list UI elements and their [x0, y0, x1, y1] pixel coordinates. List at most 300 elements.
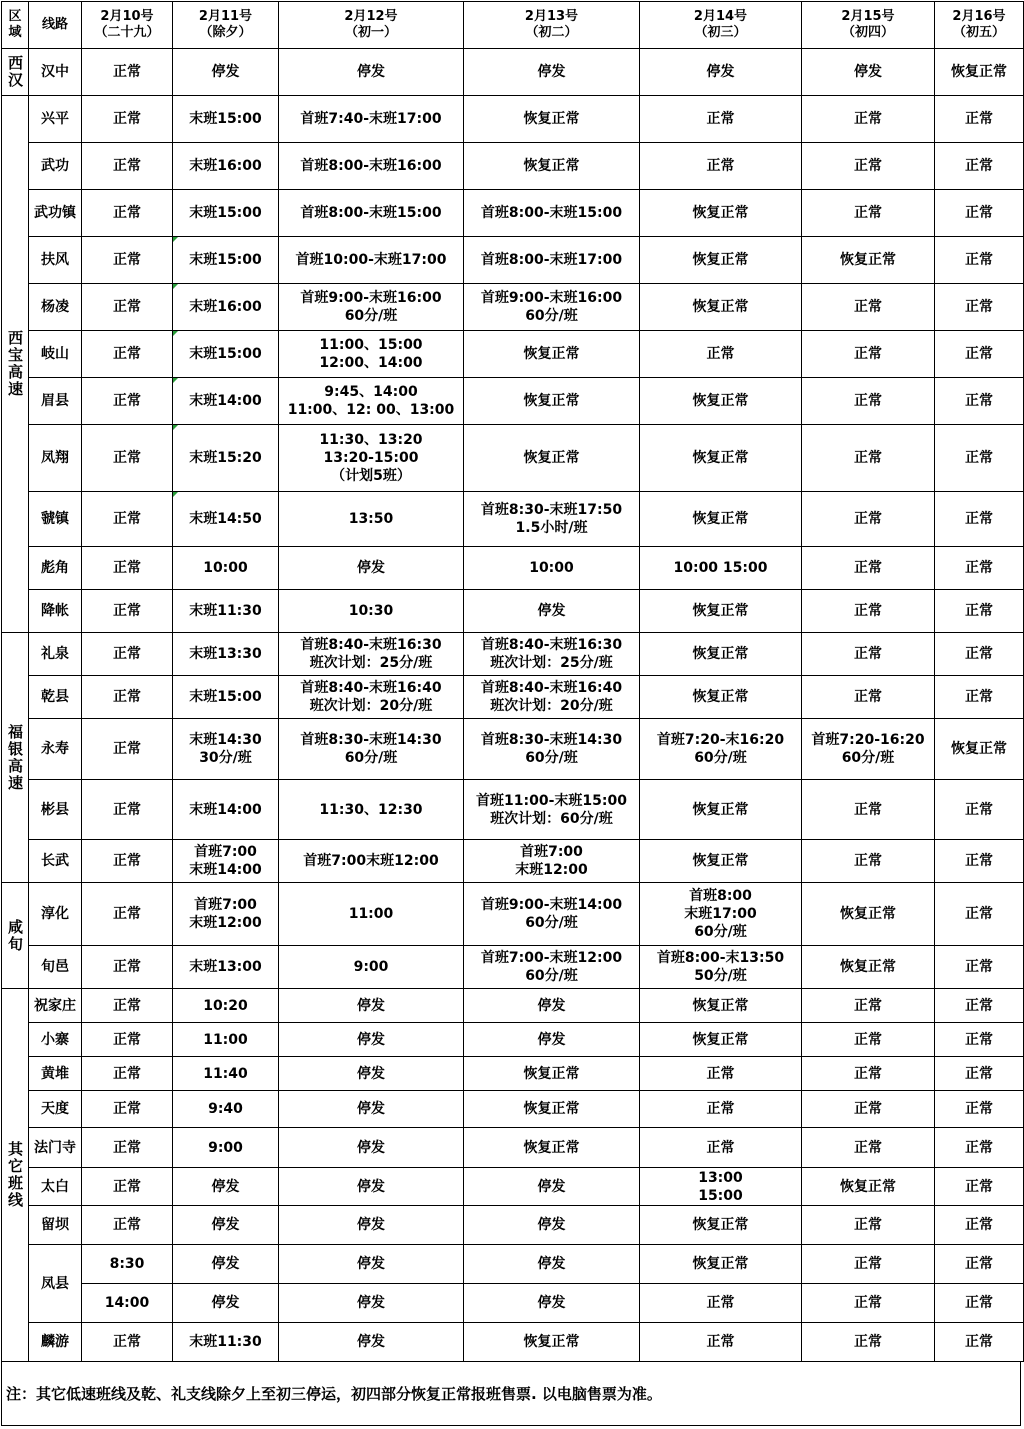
schedule-cell: [82, 719, 173, 780]
route-name: 法门寺: [34, 1139, 76, 1156]
schedule-cell: [173, 378, 279, 425]
schedule-value: 恢复正常: [692, 689, 749, 705]
header-cell: [82, 2, 173, 49]
schedule-value: 首班9:00-末班16:00 60分/班: [300, 290, 442, 324]
schedule-cell: [640, 1323, 802, 1362]
schedule-cell: [173, 946, 279, 989]
schedule-cell: [464, 946, 640, 989]
schedule-value: 停发: [211, 1217, 240, 1233]
schedule-value: 停发: [357, 1101, 385, 1117]
schedule-cell: [173, 492, 279, 547]
schedule-cell: [935, 331, 1024, 378]
schedule-cell: [82, 96, 173, 143]
schedule-value: 正常: [113, 111, 141, 127]
schedule-value: 末班15:20: [189, 450, 262, 466]
schedule-value: 首班9:00-末班16:00 60分/班: [480, 290, 623, 324]
header-line1: 2月12号: [344, 9, 398, 24]
schedule-value: 停发: [357, 1031, 385, 1048]
table-row: [2, 284, 1024, 331]
route-cell: [29, 143, 82, 190]
schedule-value: 停发: [211, 64, 240, 80]
schedule-cell: [640, 1206, 802, 1245]
schedule-value: 停发: [537, 1295, 566, 1311]
schedule-value: 正常: [113, 959, 141, 975]
schedule-value: 恢复正常: [692, 252, 749, 268]
schedule-cell: [464, 96, 640, 143]
schedule-cell: [464, 676, 640, 719]
table-row: [2, 946, 1024, 989]
schedule-value: 停发: [537, 1031, 566, 1048]
route-cell: [29, 1091, 82, 1128]
schedule-cell: [802, 989, 935, 1023]
schedule-cell: [279, 883, 464, 946]
schedule-cell: [173, 237, 279, 284]
route-cell: [29, 547, 82, 590]
header-cell: [279, 2, 464, 49]
route-name: 留坝: [41, 1217, 69, 1233]
route-cell: [29, 676, 82, 719]
schedule-value: 恢复正常: [840, 1178, 896, 1195]
schedule-value: 正常: [854, 560, 882, 576]
schedule-cell: [640, 1284, 802, 1323]
schedule-cell: [82, 1168, 173, 1206]
schedule-cell: [82, 1128, 173, 1168]
schedule-cell: [640, 1091, 802, 1128]
schedule-value: 停发: [537, 1178, 566, 1195]
route-cell: [29, 378, 82, 425]
schedule-value: 正常: [113, 450, 141, 466]
schedule-cell: [640, 590, 802, 633]
schedule-value: 恢复正常: [523, 346, 580, 362]
schedule-cell: [640, 946, 802, 989]
schedule-value: 末班13:30: [189, 646, 262, 662]
schedule-value: 正常: [113, 560, 141, 576]
schedule-cell: [464, 378, 640, 425]
schedule-cell: [279, 378, 464, 425]
schedule-cell: [935, 49, 1024, 96]
header-line2: （初一）: [344, 25, 397, 40]
schedule-value: 正常: [965, 511, 993, 527]
schedule-cell: [935, 946, 1024, 989]
route-name: 麟游: [41, 1334, 69, 1350]
schedule-value: 停发: [357, 560, 385, 576]
schedule-value: 停发: [537, 64, 566, 80]
schedule-value: 正常: [113, 1217, 141, 1233]
schedule-cell: [82, 840, 173, 883]
schedule-value: 正常: [965, 205, 993, 221]
schedule-value: 正常: [965, 1031, 993, 1048]
schedule-cell: [640, 1057, 802, 1091]
schedule-value: 正常: [706, 1334, 735, 1350]
schedule-cell: [464, 1168, 640, 1206]
route-cell: [29, 425, 82, 492]
table-row: [2, 1091, 1024, 1128]
schedule-cell: [82, 590, 173, 633]
route-cell: [29, 1206, 82, 1245]
schedule-cell: [173, 547, 279, 590]
schedule-cell: [802, 284, 935, 331]
schedule-cell: [935, 676, 1024, 719]
region-label: 西汉: [6, 55, 24, 89]
schedule-cell: [279, 633, 464, 676]
route-name: 小寨: [41, 1031, 69, 1048]
schedule-value: 恢复正常: [692, 997, 749, 1014]
schedule-cell: [640, 378, 802, 425]
schedule-value: 首班11:00-末班15:00 班次计划：60分/班: [476, 792, 627, 827]
schedule-value: 首班7:00 末班12:00: [515, 844, 588, 878]
schedule-cell: [802, 378, 935, 425]
schedule-value: 首班8:40-末班16:30 班次计划：25分/班: [480, 637, 623, 671]
table-row: [2, 719, 1024, 780]
schedule-cell: [935, 96, 1024, 143]
route-name: 彬县: [41, 801, 69, 818]
schedule-cell: [802, 237, 935, 284]
schedule-cell: [802, 676, 935, 719]
schedule-value: 正常: [706, 1101, 735, 1117]
schedule-value: 正常: [113, 1031, 141, 1048]
route-name: 永寿: [41, 741, 69, 757]
schedule-value: 正常: [113, 1178, 141, 1195]
schedule-value: 停发: [211, 1256, 240, 1272]
schedule-value: 正常: [854, 1334, 882, 1350]
schedule-cell: [640, 780, 802, 840]
schedule-value: 正常: [706, 111, 735, 127]
schedule-value: 恢复正常: [523, 111, 580, 127]
schedule-cell: [935, 780, 1024, 840]
schedule-cell: [279, 1023, 464, 1057]
table-row: [2, 49, 1024, 96]
schedule-value: 正常: [965, 906, 993, 922]
schedule-cell: [173, 633, 279, 676]
header-line1: 2月10号: [100, 9, 154, 24]
schedule-value: 9:00: [208, 1139, 243, 1156]
schedule-cell: [82, 946, 173, 989]
corner-marker: [173, 492, 178, 497]
route-name: 彪角: [41, 560, 69, 576]
schedule-cell: [935, 284, 1024, 331]
route-cell: [29, 883, 82, 946]
schedule-value: 首班10:00-末班17:00: [295, 252, 447, 268]
schedule-value: 末班15:00: [189, 346, 262, 362]
schedule-value: 正常: [854, 450, 882, 466]
schedule-value: 末班15:00: [189, 205, 262, 221]
schedule-value: 末班13:00: [189, 959, 262, 975]
schedule-cell: [640, 1245, 802, 1284]
schedule-cell: [279, 1091, 464, 1128]
route-cell: [29, 989, 82, 1023]
schedule-cell: [82, 49, 173, 96]
schedule-value: 末班16:00: [189, 158, 262, 174]
schedule-cell: [464, 590, 640, 633]
schedule-value: 正常: [113, 1101, 141, 1117]
corner-marker: [173, 378, 178, 383]
schedule-value: 正常: [965, 603, 993, 619]
schedule-value: 正常: [113, 205, 141, 221]
schedule-value: 停发: [537, 1256, 566, 1272]
route-cell: [29, 492, 82, 547]
schedule-cell: [279, 331, 464, 378]
schedule-value: 恢复正常: [692, 205, 749, 221]
table-row: [2, 590, 1024, 633]
schedule-cell: [82, 780, 173, 840]
schedule-value: 正常: [706, 1295, 735, 1311]
schedule-value: 末班15:00: [189, 252, 262, 268]
schedule-value: 停发: [357, 1295, 385, 1311]
schedule-cell: [173, 883, 279, 946]
header-line1: 2月11号: [198, 9, 253, 24]
schedule-value: 8:30: [109, 1256, 145, 1272]
table-row: [2, 883, 1024, 946]
schedule-value: 正常: [854, 689, 882, 705]
table-row: [2, 780, 1024, 840]
schedule-value: 正常: [965, 111, 993, 127]
route-cell: [29, 1168, 82, 1206]
schedule-value: 正常: [113, 853, 141, 869]
table-row: [2, 1023, 1024, 1057]
route-name: 眉县: [41, 393, 69, 409]
schedule-cell: [173, 840, 279, 883]
corner-marker: [173, 425, 178, 430]
header-cell: [464, 2, 640, 49]
schedule-value: 首班7:20-末16:20 60分/班: [656, 732, 785, 766]
header-cell: [802, 2, 935, 49]
schedule-value: 10:20: [203, 997, 248, 1014]
schedule-cell: [935, 590, 1024, 633]
schedule-cell: [935, 1323, 1024, 1362]
schedule-cell: [464, 284, 640, 331]
schedule-value: 正常: [854, 1295, 882, 1311]
schedule-value: 14:00: [104, 1295, 150, 1311]
schedule-value: 正常: [965, 1217, 993, 1233]
schedule-cell: [802, 590, 935, 633]
table-row: [2, 1206, 1024, 1245]
schedule-value: 正常: [113, 252, 141, 268]
table-row: [2, 1128, 1024, 1168]
table-row: [2, 1245, 1024, 1284]
route-name: 旬邑: [41, 959, 69, 975]
route-name: 岐山: [41, 346, 69, 362]
schedule-cell: [464, 883, 640, 946]
schedule-value: 停发: [854, 64, 882, 80]
schedule-cell: [640, 719, 802, 780]
schedule-value: 首班8:30-末班17:50 1.5小时/班: [480, 502, 623, 536]
schedule-value: 9:45、14:00 11:00、12: 00、13:00: [287, 384, 455, 418]
schedule-cell: [935, 1245, 1024, 1284]
schedule-cell: [279, 719, 464, 780]
schedule-cell: [640, 547, 802, 590]
route-cell: [29, 49, 82, 96]
schedule-value: 正常: [113, 393, 141, 409]
schedule-value: 正常: [113, 801, 141, 818]
route-name: 黄堆: [41, 1065, 69, 1082]
region-label: 福银高速: [6, 723, 24, 792]
schedule-cell: [464, 989, 640, 1023]
route-name: 武功镇: [34, 205, 76, 221]
schedule-cell: [82, 378, 173, 425]
route-cell: [29, 780, 82, 840]
route-cell: [29, 284, 82, 331]
table-row: [2, 96, 1024, 143]
schedule-cell: [935, 1284, 1024, 1323]
schedule-value: 正常: [113, 603, 141, 619]
route-name: 扶风: [41, 252, 69, 268]
schedule-value: 11:30、13:20 13:20-15:00 （计划5班）: [319, 432, 423, 484]
schedule-value: 正常: [113, 997, 141, 1014]
schedule-cell: [935, 1206, 1024, 1245]
schedule-cell: [82, 1023, 173, 1057]
schedule-value: 恢复正常: [692, 853, 749, 869]
table-row: [2, 676, 1024, 719]
schedule-cell: [82, 633, 173, 676]
schedule-value: 正常: [113, 906, 141, 922]
schedule-value: 停发: [211, 1178, 240, 1195]
footnote: [1, 1362, 1021, 1426]
schedule-value: 正常: [854, 997, 882, 1014]
schedule-cell: [279, 946, 464, 989]
table-row: [2, 989, 1024, 1023]
route-cell: [29, 1323, 82, 1362]
schedule-cell: [935, 237, 1024, 284]
schedule-cell: [640, 676, 802, 719]
schedule-value: 正常: [854, 646, 882, 662]
schedule-cell: [802, 1206, 935, 1245]
schedule-cell: [82, 1057, 173, 1091]
region-label: 咸旬: [6, 918, 24, 953]
schedule-cell: [82, 989, 173, 1023]
schedule-value: 恢复正常: [523, 450, 580, 466]
schedule-value: 正常: [965, 1334, 993, 1350]
schedule-value: 恢复正常: [692, 299, 749, 315]
schedule-value: 恢复正常: [523, 1139, 580, 1156]
table-row: [2, 378, 1024, 425]
schedule-cell: [279, 590, 464, 633]
route-cell: [29, 946, 82, 989]
schedule-value: 正常: [854, 299, 882, 315]
schedule-cell: [802, 840, 935, 883]
schedule-cell: [935, 1057, 1024, 1091]
route-name: 汉中: [41, 64, 69, 80]
schedule-cell: [935, 1023, 1024, 1057]
schedule-cell: [173, 1057, 279, 1091]
schedule-cell: [173, 780, 279, 840]
schedule-cell: [279, 143, 464, 190]
schedule-value: 正常: [854, 1065, 882, 1082]
header-line1: 线路: [41, 17, 68, 32]
schedule-value: 末班14:00: [189, 801, 262, 818]
schedule-cell: [173, 143, 279, 190]
schedule-cell: [802, 1323, 935, 1362]
schedule-value: 恢复正常: [840, 959, 896, 975]
schedule-cell: [802, 143, 935, 190]
schedule-cell: [640, 1023, 802, 1057]
route-name: 祝家庄: [34, 997, 76, 1014]
schedule-value: 停发: [357, 1334, 385, 1350]
schedule-cell: [935, 143, 1024, 190]
route-name: 凤翔: [41, 450, 69, 466]
schedule-value: 正常: [113, 741, 141, 757]
table-row: [2, 237, 1024, 284]
schedule-value: 停发: [357, 1217, 385, 1233]
schedule-value: 首班7:40-末班17:00: [300, 111, 442, 127]
header-line1: 2月14号: [693, 9, 748, 24]
schedule-value: 首班7:20-16:20 60分/班: [811, 732, 925, 766]
schedule-cell: [464, 425, 640, 492]
schedule-value: 末班14:00: [189, 393, 262, 409]
table-row: [2, 633, 1024, 676]
schedule-cell: [802, 780, 935, 840]
schedule-value: 正常: [965, 346, 993, 362]
schedule-cell: [640, 331, 802, 378]
region-cell: [2, 989, 29, 1362]
table-row: [2, 492, 1024, 547]
schedule-cell: [464, 190, 640, 237]
schedule-cell: [279, 1323, 464, 1362]
schedule-value: 正常: [965, 689, 993, 705]
route-name: 凤县: [41, 1275, 69, 1292]
region-cell: [2, 49, 29, 96]
schedule-cell: [279, 425, 464, 492]
schedule-cell: [82, 237, 173, 284]
schedule-cell: [464, 1206, 640, 1245]
table-row: [2, 840, 1024, 883]
schedule-value: 末班16:00: [189, 299, 262, 315]
route-name: 长武: [41, 853, 69, 869]
schedule-value: 10:00: [203, 560, 248, 576]
schedule-value: 正常: [113, 346, 141, 362]
schedule-value: 恢复正常: [951, 64, 1007, 80]
schedule-value: 正常: [854, 1217, 882, 1233]
schedule-value: 恢复正常: [692, 801, 749, 818]
schedule-value: 恢复正常: [523, 1334, 580, 1350]
header-line1: 2月16号: [952, 9, 1006, 24]
schedule-value: 正常: [854, 111, 882, 127]
schedule-value: 末班15:00: [189, 111, 262, 127]
schedule-cell: [640, 492, 802, 547]
schedule-value: 末班14:30 30分/班: [189, 732, 262, 766]
table-row: [2, 190, 1024, 237]
schedule-cell: [279, 780, 464, 840]
schedule-cell: [173, 989, 279, 1023]
schedule-value: 正常: [965, 997, 993, 1014]
schedule-cell: [802, 425, 935, 492]
schedule-value: 停发: [357, 997, 385, 1014]
schedule-cell: [173, 1091, 279, 1128]
route-cell: [29, 633, 82, 676]
schedule-cell: [82, 190, 173, 237]
schedule-cell: [464, 1057, 640, 1091]
schedule-value: 10:00: [529, 560, 574, 576]
schedule-value: 首班7:00末班12:00: [303, 853, 439, 869]
schedule-value: 13:00 15:00: [698, 1169, 743, 1204]
schedule-cell: [640, 840, 802, 883]
schedule-cell: [82, 676, 173, 719]
schedule-cell: [173, 284, 279, 331]
schedule-value: 正常: [706, 1065, 735, 1082]
schedule-cell: [802, 719, 935, 780]
schedule-cell: [935, 190, 1024, 237]
schedule-cell: [173, 190, 279, 237]
schedule-cell: [464, 547, 640, 590]
schedule-cell: [802, 492, 935, 547]
schedule-value: 首班8:00-末13:50 50分/班: [656, 950, 785, 984]
schedule-cell: [935, 425, 1024, 492]
header-line1: 2月13号: [524, 9, 579, 24]
schedule-value: 正常: [965, 1295, 993, 1311]
schedule-cell: [279, 1128, 464, 1168]
footnote-text: 注：其它低速班线及乾、礼支线除夕上至初三停运，初四部分恢复正常报班售票. 以电脑售票为准。: [6, 1385, 662, 1403]
schedule-cell: [935, 840, 1024, 883]
schedule-value: 首班8:40-末班16:30 班次计划：25分/班: [300, 637, 442, 671]
